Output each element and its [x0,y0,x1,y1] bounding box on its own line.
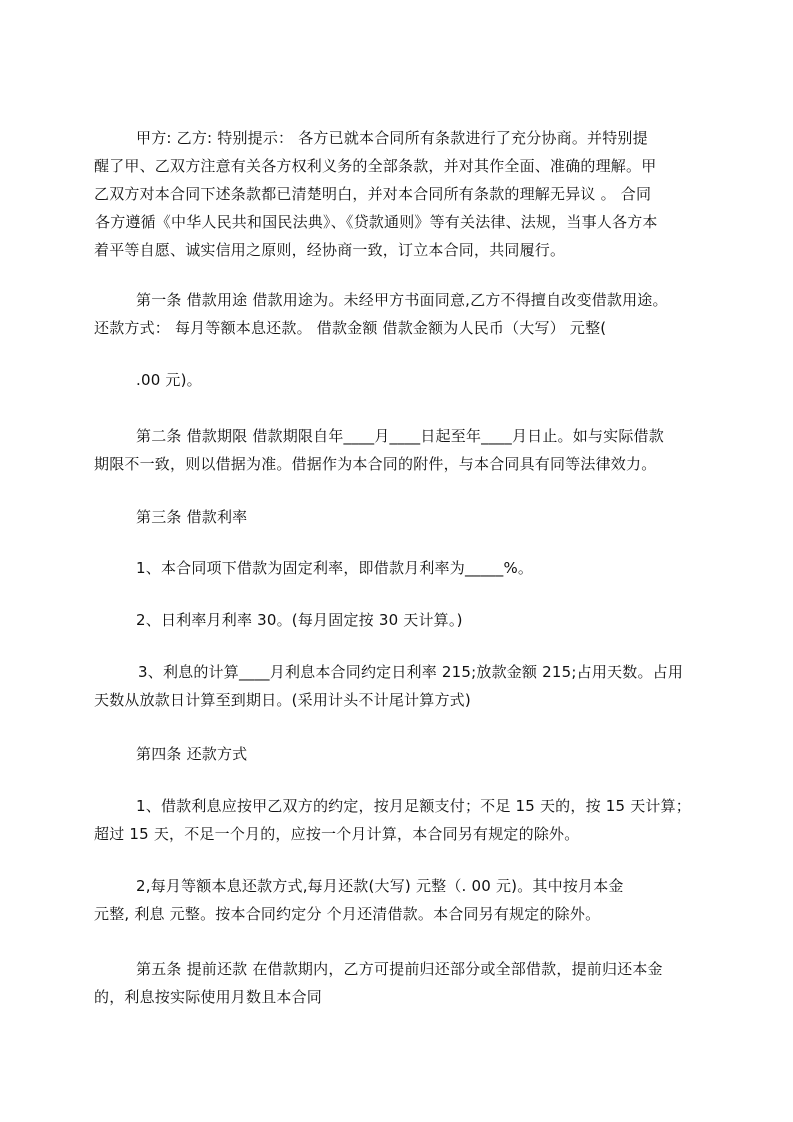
preamble-line-3: 乙双方对本合同下述条款都已清楚明白，并对本合同所有条款的理解无异议 。 合同 [94,185,652,203]
article-4-item-1-line-1: 1、借款利息应按甲乙双方的约定，按月足额支付；不足 15 天的，按 15 天计算； [136,797,691,815]
article-5-line-1: 第五条 提前还款 在借款期内，乙方可提前归还部分或全部借款，提前归还本金 [136,960,663,978]
preamble-line-4: 各方遵循《中华人民共和国民法典》、《贷款通则》等有关法律、法规，当事人各方本 [95,213,658,231]
article-2-line-1: 第二条 借款期限 借款期限自年____月____日起至年____月日止。如与实际借款 [136,427,664,445]
article-3-item-3-line-1: 3、利息的计算____月利息本合同约定日利率 215;放款金额 215;占用天数。占用 [138,663,684,681]
article-3-item-3-line-2: 天数从放款日计算至到期日。(采用计头不计尾计算方式) [94,691,471,709]
preamble-line-5: 着平等自愿、诚实信用之原则，经协商一致，订立本合同，共同履行。 [94,241,566,259]
article-4-item-2-line-1: 2,每月等额本息还款方式,每月还款(大写) 元整（. 00 元)。其中按月本金 [136,877,624,895]
article-1-line-2: 还款方式： 每月等额本息还款。 借款金额 借款金额为人民币（大写） 元整( [94,319,607,337]
preamble-line-1: 甲方: 乙方: 特别提示： 各方已就本合同所有条款进行了充分协商。并特别提 [136,129,648,147]
article-3-item-2: 2、日利率月利率 30。(每月固定按 30 天计算。) [136,611,463,629]
article-4-item-2-line-2: 元整, 利息 元整。按本合同约定分 个月还清借款。本合同另有规定的除外。 [94,905,601,923]
article-1-line-1: 第一条 借款用途 借款用途为。未经甲方书面同意,乙方不得擅自改变借款用途。 [136,291,668,309]
article-4-heading: 第四条 还款方式 [136,745,248,763]
article-3-heading: 第三条 借款利率 [136,508,248,526]
article-5-line-2: 的，利息按实际使用月数且本合同 [94,988,323,1006]
article-2-line-2: 期限不一致，则以借据为准。借据作为本合同的附件，与本合同具有同等法律效力。 [94,455,657,473]
preamble-line-2: 醒了甲、乙双方注意有关各方权利义务的全部条款，并对其作全面、准确的理解。甲 [94,157,657,175]
article-3-item-1: 1、本合同项下借款为固定利率，即借款月利率为_____%。 [136,559,534,577]
article-1-line-3: .00 元)。 [136,371,202,389]
article-4-item-1-line-2: 超过 15 天，不足一个月的，应按一个月计算，本合同另有规定的除外。 [94,825,580,843]
